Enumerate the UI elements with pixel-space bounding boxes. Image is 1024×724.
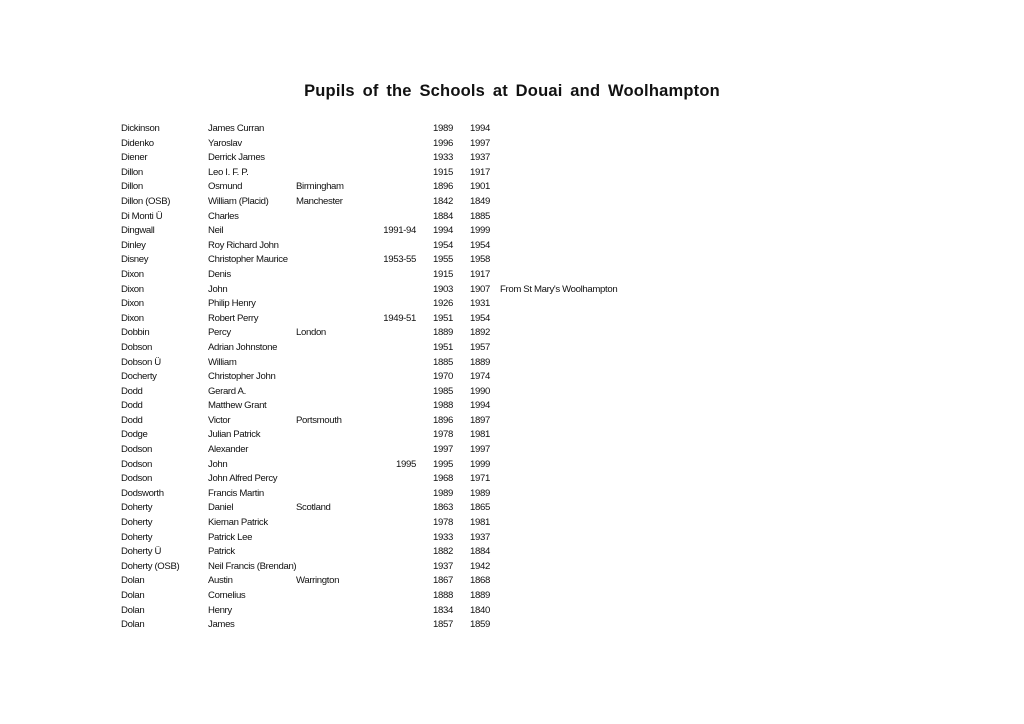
note-cell: From St Mary's Woolhampton	[500, 283, 618, 295]
place-cell: Warrington	[296, 575, 340, 587]
place-cell: Manchester	[296, 195, 343, 207]
forename-cell: Victor	[208, 414, 231, 426]
year-to-cell: 1997	[470, 444, 490, 456]
surname-cell: Dolan	[121, 590, 145, 601]
forename-cell: Yaroslav	[208, 137, 242, 149]
year-from-cell: 1926	[433, 298, 453, 310]
year-to-cell: 1990	[470, 385, 490, 397]
year-from-cell: 1896	[433, 414, 453, 426]
surname-cell: Di Monti Ü	[121, 210, 163, 222]
year-from-cell: 1882	[433, 546, 453, 558]
year-to-cell: 1957	[470, 341, 490, 353]
table-row	[0, 428, 1024, 443]
surname-cell: Dodge	[121, 429, 148, 441]
year-to-cell: 1865	[470, 502, 490, 514]
year-from-cell: 1951	[433, 312, 453, 324]
year-from-cell: 1989	[433, 123, 453, 134]
forename-cell: Kiernan Patrick	[208, 517, 268, 529]
surname-cell: Doherty	[121, 502, 153, 514]
year-to-cell: 1892	[470, 327, 490, 339]
year-from-cell: 1995	[433, 458, 453, 470]
surname-cell: Dobson	[121, 341, 152, 353]
surname-cell: Dobson Ü	[121, 356, 161, 368]
forename-cell: Henry	[208, 604, 232, 616]
surname-cell: Dodson	[121, 444, 152, 456]
surname-cell: Dickinson	[121, 123, 160, 134]
year-from-cell: 1834	[433, 604, 453, 616]
forename-cell: Percy	[208, 327, 231, 339]
forename-cell: Derrick James	[208, 152, 265, 164]
year-from-cell: 1937	[433, 560, 453, 572]
forename-cell: Cornelius	[208, 590, 246, 601]
year-from-cell: 1978	[433, 517, 453, 529]
prep-years-cell: 1995	[396, 458, 416, 470]
pupil-list	[0, 122, 1024, 633]
forename-cell: Roy Richard John	[208, 239, 279, 251]
year-to-cell: 1974	[470, 371, 490, 383]
year-to-cell: 1889	[470, 356, 490, 368]
place-cell: Portsmouth	[296, 414, 342, 426]
table-row	[0, 151, 1024, 166]
table-row	[0, 589, 1024, 604]
forename-cell: Francis Martin	[208, 487, 264, 499]
table-row	[0, 370, 1024, 385]
table-row	[0, 283, 1024, 298]
table-row	[0, 122, 1024, 137]
page-title: Pupils of the Schools at Douai and Woolhampton	[304, 82, 720, 100]
year-from-cell: 1933	[433, 531, 453, 543]
year-from-cell: 1954	[433, 239, 453, 251]
surname-cell: Doherty	[121, 517, 153, 529]
table-row	[0, 618, 1024, 633]
year-to-cell: 1907	[470, 283, 490, 295]
forename-cell: Osmund	[208, 181, 243, 193]
table-row	[0, 180, 1024, 195]
year-from-cell: 1968	[433, 473, 453, 485]
surname-cell: Diener	[121, 152, 148, 164]
table-row	[0, 137, 1024, 152]
year-from-cell: 1978	[433, 429, 453, 441]
surname-cell: Dodson	[121, 473, 152, 485]
year-from-cell: 1970	[433, 371, 453, 383]
prep-years-cell: 1991-94	[383, 225, 416, 237]
surname-cell: Dodd	[121, 400, 143, 412]
surname-cell: Disney	[121, 254, 149, 266]
year-from-cell: 1889	[433, 327, 453, 339]
table-row	[0, 253, 1024, 268]
year-from-cell: 1867	[433, 575, 453, 587]
forename-cell: Christopher Maurice	[208, 254, 288, 266]
table-row	[0, 326, 1024, 341]
table-row	[0, 297, 1024, 312]
surname-cell: Dobbin	[121, 327, 150, 339]
year-from-cell: 1885	[433, 356, 453, 368]
surname-cell: Dolan	[121, 619, 145, 631]
year-from-cell: 1896	[433, 181, 453, 193]
table-row	[0, 166, 1024, 181]
year-to-cell: 1884	[470, 546, 490, 558]
forename-cell: Matthew Grant	[208, 400, 267, 412]
table-row	[0, 604, 1024, 619]
surname-cell: Dingwall	[121, 225, 155, 237]
table-row	[0, 312, 1024, 327]
year-from-cell: 1903	[433, 283, 453, 295]
surname-cell: Dillon	[121, 181, 143, 193]
forename-cell: Austin	[208, 575, 233, 587]
table-row	[0, 195, 1024, 210]
year-from-cell: 1884	[433, 210, 453, 222]
table-row	[0, 501, 1024, 516]
table-row	[0, 268, 1024, 283]
year-from-cell: 1951	[433, 341, 453, 353]
surname-cell: Docherty	[121, 371, 157, 383]
surname-cell: Dodd	[121, 385, 143, 397]
forename-cell: William	[208, 356, 237, 368]
year-to-cell: 1859	[470, 619, 490, 631]
table-row	[0, 356, 1024, 371]
year-to-cell: 1981	[470, 517, 490, 529]
table-row	[0, 385, 1024, 400]
surname-cell: Dodsworth	[121, 487, 164, 499]
place-cell: Scotland	[296, 502, 331, 514]
year-to-cell: 1999	[470, 225, 490, 237]
place-cell: London	[296, 327, 326, 339]
year-from-cell: 1842	[433, 195, 453, 207]
surname-cell: Dixon	[121, 268, 144, 280]
year-to-cell: 1954	[470, 239, 490, 251]
year-to-cell: 1937	[470, 531, 490, 543]
forename-cell: James Curran	[208, 123, 265, 134]
table-row	[0, 472, 1024, 487]
forename-cell: Daniel	[208, 502, 234, 514]
surname-cell: Didenko	[121, 137, 154, 149]
year-from-cell: 1989	[433, 487, 453, 499]
forename-cell: Christopher John	[208, 371, 276, 383]
forename-cell: Philip Henry	[208, 298, 256, 310]
table-row	[0, 516, 1024, 531]
forename-cell: Robert Perry	[208, 312, 259, 324]
year-from-cell: 1915	[433, 166, 453, 178]
prep-years-cell: 1953-55	[383, 254, 416, 266]
table-row	[0, 443, 1024, 458]
forename-cell: Charles	[208, 210, 239, 222]
surname-cell: Dodson	[121, 458, 152, 470]
year-to-cell: 1917	[470, 166, 490, 178]
year-to-cell: 1931	[470, 298, 490, 310]
table-row	[0, 545, 1024, 560]
surname-cell: Dillon (OSB)	[121, 195, 171, 207]
forename-cell: William (Placid)	[208, 195, 269, 207]
forename-cell: Leo I. F. P.	[208, 166, 249, 178]
year-to-cell: 1885	[470, 210, 490, 222]
forename-cell: John Alfred Percy	[208, 473, 278, 485]
table-row	[0, 458, 1024, 473]
surname-cell: Dinley	[121, 239, 146, 251]
forename-cell: Patrick	[208, 546, 235, 558]
table-row	[0, 399, 1024, 414]
forename-cell: Neil Francis (Brendan)	[208, 560, 297, 572]
forename-cell: Gerard A.	[208, 385, 246, 397]
year-from-cell: 1994	[433, 225, 453, 237]
prep-years-cell: 1949-51	[383, 312, 416, 324]
surname-cell: Dolan	[121, 575, 145, 587]
year-to-cell: 1994	[470, 400, 490, 412]
year-to-cell: 1942	[470, 560, 490, 572]
year-to-cell: 1897	[470, 414, 490, 426]
forename-cell: Alexander	[208, 444, 249, 456]
surname-cell: Doherty	[121, 531, 153, 543]
year-to-cell: 1997	[470, 137, 490, 149]
year-from-cell: 1915	[433, 268, 453, 280]
table-row	[0, 239, 1024, 254]
surname-cell: Dolan	[121, 604, 145, 616]
surname-cell: Doherty (OSB)	[121, 560, 180, 572]
forename-cell: James	[208, 619, 235, 631]
table-row	[0, 487, 1024, 502]
table-row	[0, 210, 1024, 225]
year-to-cell: 1917	[470, 268, 490, 280]
surname-cell: Dodd	[121, 414, 143, 426]
year-from-cell: 1955	[433, 254, 453, 266]
surname-cell: Dixon	[121, 298, 144, 310]
table-row	[0, 531, 1024, 546]
forename-cell: Julian Patrick	[208, 429, 261, 441]
year-to-cell: 1901	[470, 181, 490, 193]
year-from-cell: 1857	[433, 619, 453, 631]
year-from-cell: 1863	[433, 502, 453, 514]
table-row	[0, 224, 1024, 239]
table-row	[0, 341, 1024, 356]
year-to-cell: 1994	[470, 123, 490, 134]
surname-cell: Doherty Ü	[121, 546, 162, 558]
surname-cell: Dillon	[121, 166, 143, 178]
year-to-cell: 1840	[470, 604, 490, 616]
year-to-cell: 1937	[470, 152, 490, 164]
year-to-cell: 1981	[470, 429, 490, 441]
forename-cell: John	[208, 458, 228, 470]
year-to-cell: 1999	[470, 458, 490, 470]
year-from-cell: 1933	[433, 152, 453, 164]
year-to-cell: 1954	[470, 312, 490, 324]
year-to-cell: 1989	[470, 487, 490, 499]
forename-cell: John	[208, 283, 228, 295]
year-from-cell: 1997	[433, 444, 453, 456]
forename-cell: Neil	[208, 225, 224, 237]
year-from-cell: 1985	[433, 385, 453, 397]
year-to-cell: 1849	[470, 195, 490, 207]
forename-cell: Adrian Johnstone	[208, 341, 278, 353]
year-to-cell: 1868	[470, 575, 490, 587]
forename-cell: Patrick Lee	[208, 531, 253, 543]
forename-cell: Denis	[208, 268, 231, 280]
place-cell: Birmingham	[296, 181, 344, 193]
year-to-cell: 1889	[470, 590, 490, 601]
year-from-cell: 1988	[433, 400, 453, 412]
year-from-cell: 1888	[433, 590, 453, 601]
surname-cell: Dixon	[121, 283, 144, 295]
year-to-cell: 1958	[470, 254, 490, 266]
year-from-cell: 1996	[433, 137, 453, 149]
year-to-cell: 1971	[470, 473, 490, 485]
surname-cell: Dixon	[121, 312, 144, 324]
table-row	[0, 414, 1024, 429]
table-row	[0, 560, 1024, 575]
table-row	[0, 574, 1024, 589]
